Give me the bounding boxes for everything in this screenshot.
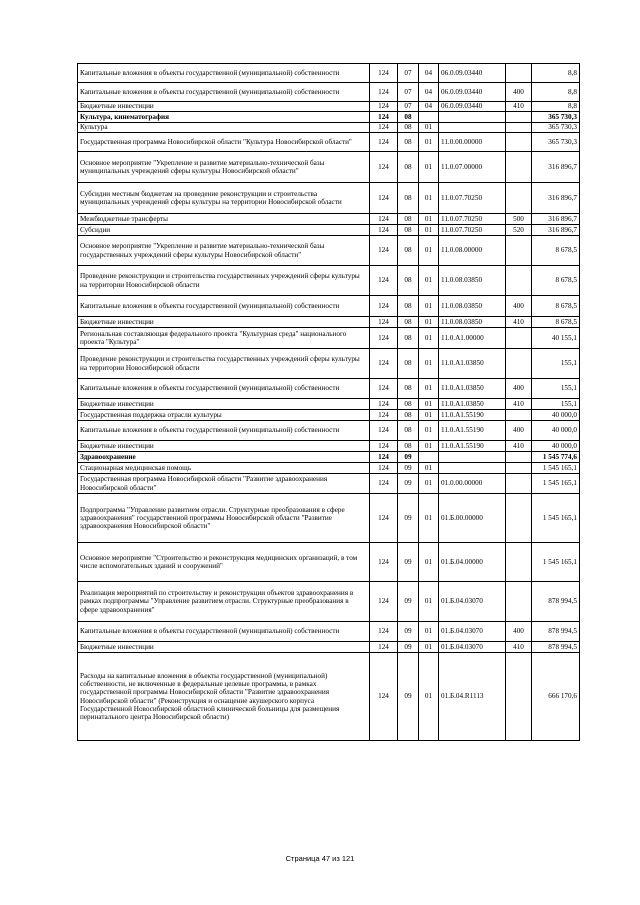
amount-cell: 8 678,5: [532, 236, 580, 266]
expense-type-cell: 410: [506, 102, 532, 112]
row-name-cell: Государственная программа Новосибирской области "Культура Новосибирской области": [78, 133, 370, 152]
subsection-code-cell: 04: [419, 102, 439, 112]
table-row: [78, 328, 580, 349]
expense-type-cell: [506, 152, 532, 183]
expense-type-cell: [506, 463, 532, 474]
section-code-cell: 08: [398, 236, 419, 266]
subsection-code-cell: 01: [419, 123, 439, 133]
subsection-code-cell: 01: [419, 494, 439, 543]
amount-cell: 365 730,3: [532, 112, 580, 123]
target-article-cell: 11.0.07.70250: [439, 225, 506, 236]
subsection-code-cell: 01: [419, 543, 439, 582]
row-name-cell: Капитальные вложения в объекты государственной (муниципальной) собственности: [78, 379, 370, 399]
row-name-cell: Бюджетные инвестиции: [78, 399, 370, 410]
table-row: [78, 133, 580, 152]
grbs-code-cell: 124: [370, 152, 398, 183]
subsection-code-cell: 01: [419, 236, 439, 266]
amount-cell: 316 896,7: [532, 214, 580, 225]
section-code-cell: 08: [398, 399, 419, 410]
section-code-cell: 07: [398, 102, 419, 112]
subsection-code-cell: [419, 112, 439, 123]
target-article-cell: 11.0.A1.03850: [439, 399, 506, 410]
section-code-cell: 09: [398, 463, 419, 474]
grbs-code-cell: 124: [370, 474, 398, 494]
target-article-cell: 11.0.A1.55190: [439, 421, 506, 441]
grbs-code-cell: 124: [370, 83, 398, 102]
grbs-code-cell: 124: [370, 236, 398, 266]
row-name-cell: Государственная поддержка отрасли культуры: [78, 410, 370, 421]
row-name-cell: Капитальные вложения в объекты государственной (муниципальной) собственности: [78, 622, 370, 642]
amount-cell: 8,8: [532, 83, 580, 102]
budget-table: [77, 63, 580, 741]
section-code-cell: 08: [398, 225, 419, 236]
table-row: [78, 236, 580, 266]
target-article-cell: 11.0.A1.55190: [439, 441, 506, 452]
grbs-code-cell: 124: [370, 582, 398, 622]
row-name-cell: Региональная составляющая федерального проекта "Культурная среда" национального проекта "Культура": [78, 328, 370, 349]
expense-type-cell: 500: [506, 214, 532, 225]
section-code-cell: 09: [398, 474, 419, 494]
amount-cell: 666 170,6: [532, 653, 580, 741]
subsection-code-cell: [419, 452, 439, 463]
row-name-cell: Проведение реконструкции и строительства государственных учреждений сферы культуры на территории Новосибирской области: [78, 266, 370, 296]
target-article-cell: 01.Б.04.00000: [439, 543, 506, 582]
grbs-code-cell: 124: [370, 463, 398, 474]
grbs-code-cell: 124: [370, 653, 398, 741]
table-row: [78, 214, 580, 225]
amount-cell: 1 545 165,1: [532, 543, 580, 582]
expense-type-cell: 400: [506, 421, 532, 441]
expense-type-cell: [506, 494, 532, 543]
table-row: [78, 102, 580, 112]
row-name-cell: Реализация мероприятий по строительству и реконструкции объектов здравоохранения в рамках подпрограммы "Управление развитием отрасли. Структурные преобразования в сфере здравоохранения": [78, 582, 370, 622]
expense-type-cell: 410: [506, 317, 532, 328]
target-article-cell: 11.0.A1.03850: [439, 379, 506, 399]
expense-type-cell: [506, 266, 532, 296]
amount-cell: 8 678,5: [532, 266, 580, 296]
row-name-cell: Субсидии местным бюджетам на проведение реконструкции и строительства муниципальных учреждений сферы культуры на территории Новосибирской области: [78, 183, 370, 214]
grbs-code-cell: 124: [370, 133, 398, 152]
target-article-cell: 11.0.A1.00000: [439, 328, 506, 349]
grbs-code-cell: 124: [370, 622, 398, 642]
amount-cell: 365 730,3: [532, 133, 580, 152]
section-code-cell: 09: [398, 622, 419, 642]
grbs-code-cell: 124: [370, 225, 398, 236]
expense-type-cell: 520: [506, 225, 532, 236]
amount-cell: 8 678,5: [532, 296, 580, 317]
target-article-cell: 11.0.08.03850: [439, 317, 506, 328]
row-name-cell: Субсидии: [78, 225, 370, 236]
subsection-code-cell: 01: [419, 399, 439, 410]
target-article-cell: 01.Б.04.R1113: [439, 653, 506, 741]
table-row: [78, 421, 580, 441]
amount-cell: 155,1: [532, 379, 580, 399]
expense-type-cell: [506, 582, 532, 622]
grbs-code-cell: 124: [370, 452, 398, 463]
expense-type-cell: [506, 123, 532, 133]
amount-cell: 365 730,3: [532, 123, 580, 133]
grbs-code-cell: 124: [370, 317, 398, 328]
section-code-cell: 09: [398, 582, 419, 622]
row-name-cell: Культура: [78, 123, 370, 133]
grbs-code-cell: 124: [370, 543, 398, 582]
amount-cell: 878 994,5: [532, 582, 580, 622]
section-code-cell: 08: [398, 152, 419, 183]
row-name-cell: Бюджетные инвестиции: [78, 317, 370, 328]
table-row: [78, 349, 580, 379]
amount-cell: 8 678,5: [532, 317, 580, 328]
expense-type-cell: 410: [506, 642, 532, 653]
target-article-cell: 06.0.09.03440: [439, 64, 506, 83]
expense-type-cell: [506, 112, 532, 123]
section-code-cell: 07: [398, 83, 419, 102]
expense-type-cell: 400: [506, 83, 532, 102]
subsection-code-cell: 01: [419, 266, 439, 296]
table-row: [78, 379, 580, 399]
target-article-cell: [439, 452, 506, 463]
grbs-code-cell: 124: [370, 441, 398, 452]
grbs-code-cell: 124: [370, 183, 398, 214]
grbs-code-cell: 124: [370, 214, 398, 225]
table-row: [78, 474, 580, 494]
subsection-code-cell: 01: [419, 317, 439, 328]
grbs-code-cell: 124: [370, 349, 398, 379]
amount-cell: 878 994,5: [532, 622, 580, 642]
row-name-cell: Государственная программа Новосибирской области "Развитие здравоохранения Новосибирской области": [78, 474, 370, 494]
section-code-cell: 08: [398, 421, 419, 441]
expense-type-cell: 400: [506, 379, 532, 399]
amount-cell: 1 545 165,1: [532, 494, 580, 543]
subsection-code-cell: 01: [419, 582, 439, 622]
row-name-cell: Расходы на капитальные вложения в объекты государственной (муниципальной) собственности, не включенные в федеральные целевые программы, в рамках государственной программы Новосибирской области "Развитие здравоохранения Новосибирской области" (Реконструкция и оснащение акушерского корпуса Государственной Новосибирской областной клинической больницы для размещения перинатального центра Новосибирской области): [78, 653, 370, 741]
grbs-code-cell: 124: [370, 410, 398, 421]
table-row: [78, 463, 580, 474]
target-article-cell: 06.0.09.03440: [439, 102, 506, 112]
table-row: [78, 112, 580, 123]
target-article-cell: 11.0.08.03850: [439, 266, 506, 296]
expense-type-cell: 400: [506, 296, 532, 317]
subsection-code-cell: 01: [419, 225, 439, 236]
grbs-code-cell: 124: [370, 399, 398, 410]
row-name-cell: Основное мероприятие "Строительство и реконструкция медицинских организаций, в том числе вспомогательных зданий и сооружений": [78, 543, 370, 582]
target-article-cell: 01.Б.04.03070: [439, 582, 506, 622]
row-name-cell: Подпрограмма "Управление развитием отрасли. Структурные преобразования в сфере здравоохранения" государственной программы Новосибирской области "Развитие здравоохранения Новосибирской области": [78, 494, 370, 543]
section-code-cell: 08: [398, 133, 419, 152]
grbs-code-cell: 124: [370, 642, 398, 653]
expense-type-cell: [506, 653, 532, 741]
section-code-cell: 09: [398, 494, 419, 543]
subsection-code-cell: 01: [419, 379, 439, 399]
target-article-cell: 11.0.07.70250: [439, 214, 506, 225]
amount-cell: 155,1: [532, 349, 580, 379]
subsection-code-cell: 01: [419, 474, 439, 494]
amount-cell: 40 000,0: [532, 421, 580, 441]
section-code-cell: 08: [398, 266, 419, 296]
target-article-cell: [439, 123, 506, 133]
expense-type-cell: [506, 328, 532, 349]
expense-type-cell: [506, 133, 532, 152]
row-name-cell: Бюджетные инвестиции: [78, 102, 370, 112]
amount-cell: 155,1: [532, 399, 580, 410]
subsection-code-cell: 04: [419, 64, 439, 83]
subsection-code-cell: 04: [419, 83, 439, 102]
section-code-cell: 09: [398, 642, 419, 653]
table-row: [78, 183, 580, 214]
expense-type-cell: [506, 410, 532, 421]
table-row: [78, 399, 580, 410]
expense-type-cell: [506, 64, 532, 83]
table-row: [78, 494, 580, 543]
table-row: [78, 582, 580, 622]
amount-cell: 1 545 165,1: [532, 474, 580, 494]
section-code-cell: 09: [398, 452, 419, 463]
target-article-cell: 11.0.A1.03850: [439, 349, 506, 379]
budget-table-body: [78, 64, 580, 741]
target-article-cell: 01.Б.04.03070: [439, 622, 506, 642]
section-code-cell: 08: [398, 317, 419, 328]
amount-cell: 40 000,0: [532, 410, 580, 421]
row-name-cell: Культура, кинематография: [78, 112, 370, 123]
target-article-cell: 01.Б.00.00000: [439, 494, 506, 543]
grbs-code-cell: 124: [370, 102, 398, 112]
section-code-cell: 08: [398, 112, 419, 123]
amount-cell: 8,8: [532, 64, 580, 83]
target-article-cell: 11.0.08.00000: [439, 236, 506, 266]
amount-cell: 40 155,1: [532, 328, 580, 349]
subsection-code-cell: 01: [419, 133, 439, 152]
amount-cell: 40 000,0: [532, 441, 580, 452]
amount-cell: 316 896,7: [532, 225, 580, 236]
table-row: [78, 266, 580, 296]
table-row: [78, 123, 580, 133]
row-name-cell: Капитальные вложения в объекты государственной (муниципальной) собственности: [78, 296, 370, 317]
table-row: [78, 452, 580, 463]
page-number: Страница 47 из 121: [285, 854, 355, 863]
grbs-code-cell: 124: [370, 379, 398, 399]
amount-cell: 316 896,7: [532, 183, 580, 214]
target-article-cell: [439, 112, 506, 123]
subsection-code-cell: 01: [419, 653, 439, 741]
expense-type-cell: 400: [506, 622, 532, 642]
section-code-cell: 08: [398, 379, 419, 399]
expense-type-cell: [506, 543, 532, 582]
expense-type-cell: [506, 183, 532, 214]
table-row: [78, 543, 580, 582]
expense-type-cell: 410: [506, 441, 532, 452]
table-row: [78, 296, 580, 317]
table-row: [78, 152, 580, 183]
section-code-cell: 08: [398, 214, 419, 225]
section-code-cell: 08: [398, 328, 419, 349]
section-code-cell: 09: [398, 543, 419, 582]
subsection-code-cell: 01: [419, 421, 439, 441]
row-name-cell: Проведение реконструкции и строительства государственных учреждений сферы культуры на территории Новосибирской области: [78, 349, 370, 379]
subsection-code-cell: 01: [419, 328, 439, 349]
section-code-cell: 08: [398, 349, 419, 379]
grbs-code-cell: 124: [370, 266, 398, 296]
target-article-cell: 11.0.A1.55190: [439, 410, 506, 421]
section-code-cell: 08: [398, 296, 419, 317]
table-row: [78, 225, 580, 236]
grbs-code-cell: 124: [370, 494, 398, 543]
subsection-code-cell: 01: [419, 296, 439, 317]
grbs-code-cell: 124: [370, 123, 398, 133]
row-name-cell: Основное мероприятие "Укрепление и развитие материально-технической базы государственных учреждений сферы культуры Новосибирской области": [78, 236, 370, 266]
table-row: [78, 83, 580, 102]
row-name-cell: Здравоохранение: [78, 452, 370, 463]
table-row: [78, 317, 580, 328]
amount-cell: 878 994,5: [532, 642, 580, 653]
section-code-cell: 08: [398, 441, 419, 452]
target-article-cell: 11.0.08.03850: [439, 296, 506, 317]
subsection-code-cell: 01: [419, 214, 439, 225]
section-code-cell: 08: [398, 410, 419, 421]
section-code-cell: 09: [398, 653, 419, 741]
row-name-cell: Основное мероприятие "Укрепление и развитие материально-технической базы муниципальных учреждений сферы культуры Новосибирской области": [78, 152, 370, 183]
grbs-code-cell: 124: [370, 328, 398, 349]
section-code-cell: 07: [398, 64, 419, 83]
row-name-cell: Межбюджетные трансферты: [78, 214, 370, 225]
expense-type-cell: [506, 474, 532, 494]
target-article-cell: 11.0.00.00000: [439, 133, 506, 152]
grbs-code-cell: 124: [370, 421, 398, 441]
expense-type-cell: [506, 236, 532, 266]
amount-cell: 1 545 774,6: [532, 452, 580, 463]
grbs-code-cell: 124: [370, 112, 398, 123]
subsection-code-cell: 01: [419, 152, 439, 183]
target-article-cell: [439, 463, 506, 474]
row-name-cell: Бюджетные инвестиции: [78, 441, 370, 452]
target-article-cell: 01.Б.04.03070: [439, 642, 506, 653]
subsection-code-cell: 01: [419, 349, 439, 379]
target-article-cell: 01.0.00.00000: [439, 474, 506, 494]
amount-cell: 8,8: [532, 102, 580, 112]
expense-type-cell: 410: [506, 399, 532, 410]
section-code-cell: 08: [398, 183, 419, 214]
target-article-cell: 06.0.09.03440: [439, 83, 506, 102]
row-name-cell: Стационарная медицинская помощь: [78, 463, 370, 474]
subsection-code-cell: 01: [419, 622, 439, 642]
row-name-cell: Капитальные вложения в объекты государственной (муниципальной) собственности: [78, 421, 370, 441]
subsection-code-cell: 01: [419, 410, 439, 421]
row-name-cell: Бюджетные инвестиции: [78, 642, 370, 653]
subsection-code-cell: 01: [419, 183, 439, 214]
expense-type-cell: [506, 452, 532, 463]
subsection-code-cell: 01: [419, 463, 439, 474]
amount-cell: 316 896,7: [532, 152, 580, 183]
table-row: [78, 410, 580, 421]
target-article-cell: 11.0.07.70250: [439, 183, 506, 214]
amount-cell: 1 545 165,1: [532, 463, 580, 474]
section-code-cell: 08: [398, 123, 419, 133]
subsection-code-cell: 01: [419, 642, 439, 653]
target-article-cell: 11.0.07.00000: [439, 152, 506, 183]
subsection-code-cell: 01: [419, 441, 439, 452]
table-row: [78, 642, 580, 653]
grbs-code-cell: 124: [370, 64, 398, 83]
grbs-code-cell: 124: [370, 296, 398, 317]
row-name-cell: Капитальные вложения в объекты государственной (муниципальной) собственности: [78, 83, 370, 102]
table-row: [78, 622, 580, 642]
table-row: [78, 653, 580, 741]
row-name-cell: Капитальные вложения в объекты государственной (муниципальной) собственности: [78, 64, 370, 83]
table-row: [78, 441, 580, 452]
table-row: [78, 64, 580, 83]
expense-type-cell: [506, 349, 532, 379]
